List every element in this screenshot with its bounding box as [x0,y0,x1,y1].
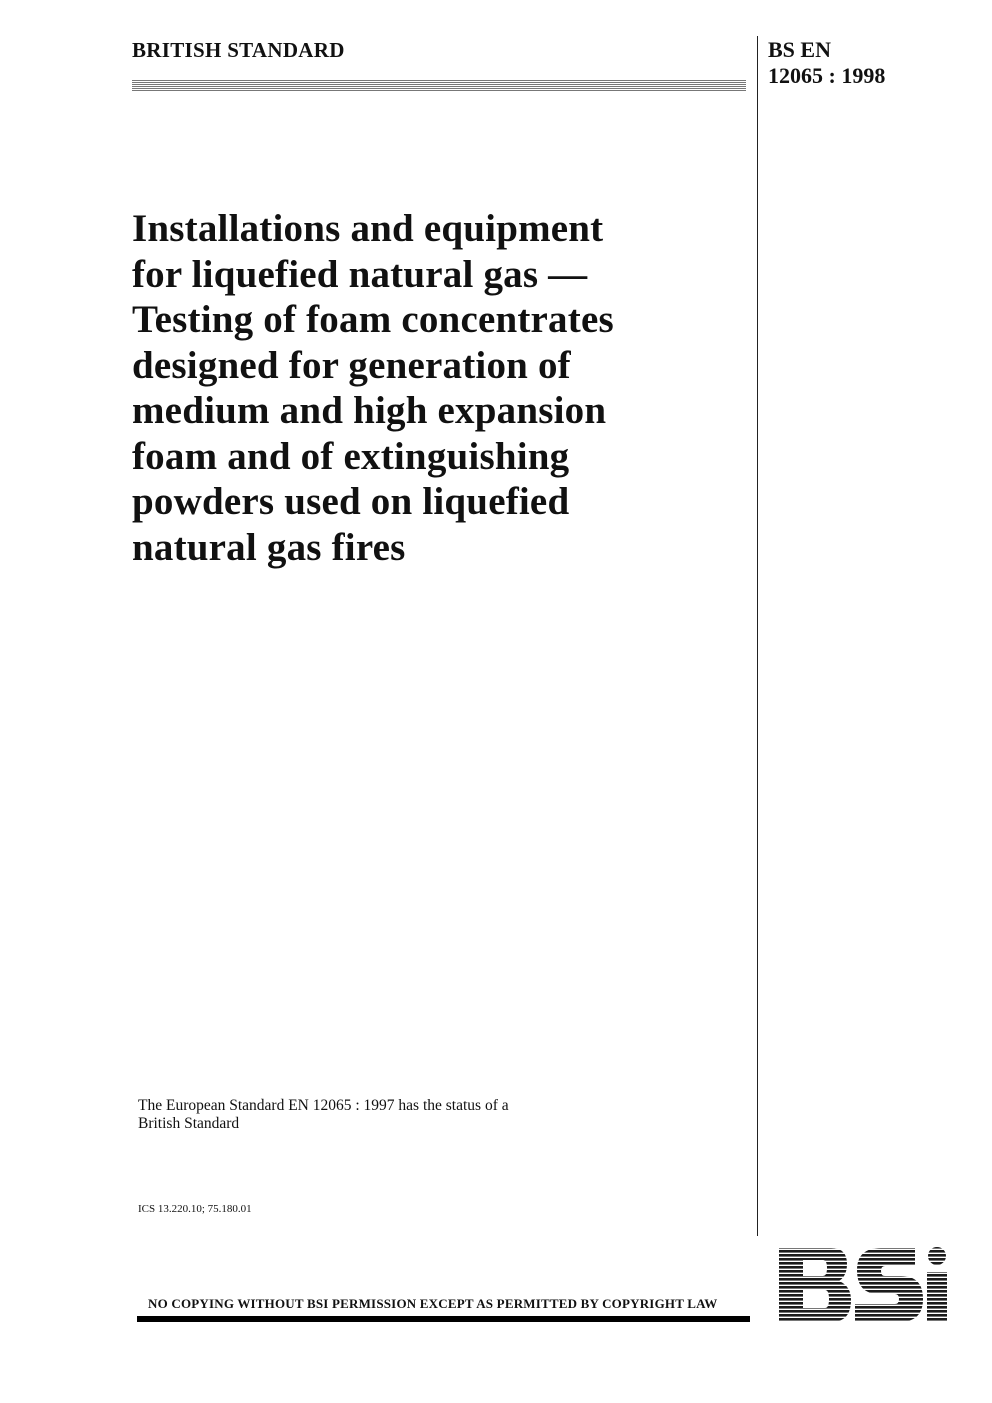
status-line: British Standard [138,1115,240,1132]
title-line: medium and high expansion [132,389,607,432]
bsi-logo [773,1246,948,1324]
status-statement [138,1097,598,1133]
series-label: BRITISH STANDARD [132,38,345,62]
vertical-divider [757,36,758,1236]
ics-code: ICS 13.220.10; 75.180.01 [138,1203,252,1215]
standard-number [768,37,885,89]
standard-number-line2: 12065 : 1998 [768,63,886,88]
title-line: foam and of extinguishing [132,434,570,478]
document-title [132,206,732,570]
title-line: natural gas fires [132,525,406,569]
title-line: for liquefied natural gas — [132,252,588,296]
title-line: Installations and equipment [132,207,604,250]
title-line: Testing of foam concentrates [132,298,614,341]
footer-rule [137,1316,750,1322]
copyright-notice: NO COPYING WITHOUT BSI PERMISSION EXCEPT AS PERMITTED BY COPYRIGHT LAW [148,1296,718,1311]
title-line: designed for generation of [132,343,571,387]
status-line: The European Standard EN 12065 : 1997 has the status of a [138,1097,509,1114]
standard-number-line1: BS EN [768,37,831,62]
title-line: powders used on liquefied [132,480,570,523]
header-rule [132,80,746,91]
